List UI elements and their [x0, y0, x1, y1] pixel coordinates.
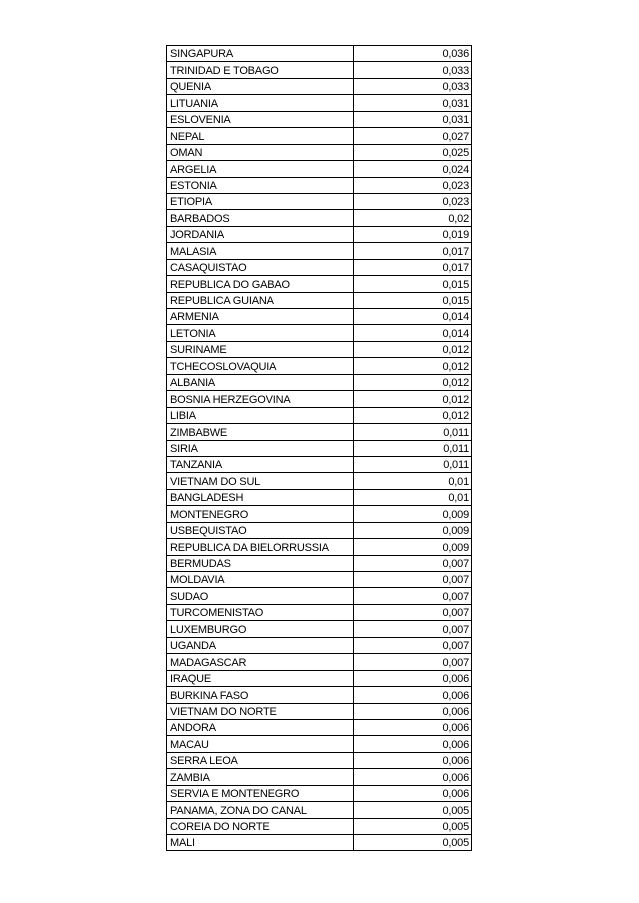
- country-name-cell: BURKINA FASO: [167, 687, 354, 703]
- value-cell: 0,027: [354, 128, 472, 144]
- table-row: [167, 670, 472, 686]
- table-row: [167, 128, 472, 144]
- country-name-cell: OMAN: [167, 144, 354, 160]
- table-row: [167, 276, 472, 292]
- value-cell: 0,031: [354, 111, 472, 127]
- country-name-cell: REPUBLICA GUIANA: [167, 292, 354, 308]
- value-cell: 0,02: [354, 210, 472, 226]
- table-row: [167, 818, 472, 834]
- country-name-cell: NEPAL: [167, 128, 354, 144]
- table-row: [167, 473, 472, 489]
- country-name-cell: SUDAO: [167, 588, 354, 604]
- table-row: [167, 46, 472, 62]
- value-cell: 0,012: [354, 391, 472, 407]
- table-row: [167, 391, 472, 407]
- value-cell: 0,023: [354, 193, 472, 209]
- value-cell: 0,006: [354, 752, 472, 768]
- table-row: [167, 358, 472, 374]
- country-name-cell: ZAMBIA: [167, 769, 354, 785]
- table-row: [167, 621, 472, 637]
- value-cell: 0,012: [354, 374, 472, 390]
- value-cell: 0,015: [354, 292, 472, 308]
- value-cell: 0,009: [354, 506, 472, 522]
- value-cell: 0,006: [354, 736, 472, 752]
- country-name-cell: JORDANIA: [167, 226, 354, 242]
- country-name-cell: TURCOMENISTAO: [167, 604, 354, 620]
- table-row: [167, 325, 472, 341]
- country-name-cell: BOSNIA HERZEGOVINA: [167, 391, 354, 407]
- value-cell: 0,006: [354, 719, 472, 735]
- value-cell: 0,005: [354, 835, 472, 851]
- value-cell: 0,014: [354, 325, 472, 341]
- value-cell: 0,006: [354, 687, 472, 703]
- table-row: [167, 78, 472, 94]
- country-name-cell: TCHECOSLOVAQUIA: [167, 358, 354, 374]
- country-name-cell: MACAU: [167, 736, 354, 752]
- value-cell: 0,036: [354, 46, 472, 62]
- table-body: [167, 46, 472, 851]
- table-row: [167, 703, 472, 719]
- country-name-cell: QUENIA: [167, 78, 354, 94]
- table-row: [167, 161, 472, 177]
- value-cell: 0,017: [354, 243, 472, 259]
- value-cell: 0,007: [354, 555, 472, 571]
- value-cell: 0,014: [354, 309, 472, 325]
- table-row: [167, 752, 472, 768]
- value-cell: 0,011: [354, 440, 472, 456]
- table-row: [167, 522, 472, 538]
- value-cell: 0,011: [354, 456, 472, 472]
- table-row: [167, 440, 472, 456]
- value-cell: 0,017: [354, 259, 472, 275]
- country-name-cell: REPUBLICA DO GABAO: [167, 276, 354, 292]
- table-row: [167, 506, 472, 522]
- value-cell: 0,01: [354, 473, 472, 489]
- value-cell: 0,007: [354, 654, 472, 670]
- value-cell: 0,025: [354, 144, 472, 160]
- value-cell: 0,005: [354, 802, 472, 818]
- value-cell: 0,005: [354, 818, 472, 834]
- table-row: [167, 588, 472, 604]
- value-cell: 0,006: [354, 769, 472, 785]
- table-row: [167, 604, 472, 620]
- country-name-cell: REPUBLICA DA BIELORRUSSIA: [167, 539, 354, 555]
- value-cell: 0,015: [354, 276, 472, 292]
- table-row: [167, 687, 472, 703]
- table-row: [167, 226, 472, 242]
- country-name-cell: LIBIA: [167, 407, 354, 423]
- value-cell: 0,01: [354, 489, 472, 505]
- value-cell: 0,012: [354, 341, 472, 357]
- country-name-cell: LUXEMBURGO: [167, 621, 354, 637]
- value-cell: 0,007: [354, 637, 472, 653]
- table-row: [167, 259, 472, 275]
- table-row: [167, 555, 472, 571]
- value-cell: 0,023: [354, 177, 472, 193]
- value-cell: 0,011: [354, 424, 472, 440]
- table-row: [167, 95, 472, 111]
- value-cell: 0,009: [354, 539, 472, 555]
- table-row: [167, 144, 472, 160]
- country-name-cell: TRINIDAD E TOBAGO: [167, 62, 354, 78]
- value-cell: 0,033: [354, 78, 472, 94]
- country-name-cell: SINGAPURA: [167, 46, 354, 62]
- country-name-cell: MALI: [167, 835, 354, 851]
- table-row: [167, 111, 472, 127]
- country-value-table: [166, 45, 472, 851]
- table-row: [167, 456, 472, 472]
- country-name-cell: MALASIA: [167, 243, 354, 259]
- value-cell: 0,012: [354, 358, 472, 374]
- value-cell: 0,024: [354, 161, 472, 177]
- value-cell: 0,006: [354, 785, 472, 801]
- value-cell: 0,006: [354, 670, 472, 686]
- table-row: [167, 719, 472, 735]
- country-name-cell: MOLDAVIA: [167, 572, 354, 588]
- country-name-cell: ESLOVENIA: [167, 111, 354, 127]
- value-cell: 0,006: [354, 703, 472, 719]
- table-row: [167, 785, 472, 801]
- country-name-cell: TANZANIA: [167, 456, 354, 472]
- table-row: [167, 572, 472, 588]
- table-row: [167, 637, 472, 653]
- country-name-cell: MONTENEGRO: [167, 506, 354, 522]
- country-name-cell: SERRA LEOA: [167, 752, 354, 768]
- country-name-cell: ANDORA: [167, 719, 354, 735]
- country-name-cell: MADAGASCAR: [167, 654, 354, 670]
- country-name-cell: USBEQUISTAO: [167, 522, 354, 538]
- table-row: [167, 407, 472, 423]
- country-name-cell: COREIA DO NORTE: [167, 818, 354, 834]
- country-name-cell: LETONIA: [167, 325, 354, 341]
- table-row: [167, 309, 472, 325]
- country-name-cell: SIRIA: [167, 440, 354, 456]
- value-cell: 0,007: [354, 572, 472, 588]
- table-row: [167, 654, 472, 670]
- table-row: [167, 292, 472, 308]
- table-row: [167, 210, 472, 226]
- country-name-cell: SURINAME: [167, 341, 354, 357]
- country-name-cell: ARGELIA: [167, 161, 354, 177]
- value-cell: 0,007: [354, 588, 472, 604]
- table-row: [167, 769, 472, 785]
- country-name-cell: LITUANIA: [167, 95, 354, 111]
- table-row: [167, 736, 472, 752]
- country-name-cell: ETIOPIA: [167, 193, 354, 209]
- country-name-cell: SERVIA E MONTENEGRO: [167, 785, 354, 801]
- country-name-cell: PANAMA, ZONA DO CANAL: [167, 802, 354, 818]
- country-name-cell: VIETNAM DO SUL: [167, 473, 354, 489]
- table-row: [167, 341, 472, 357]
- country-name-cell: ESTONIA: [167, 177, 354, 193]
- value-cell: 0,031: [354, 95, 472, 111]
- country-name-cell: ALBANIA: [167, 374, 354, 390]
- value-cell: 0,007: [354, 604, 472, 620]
- country-name-cell: CASAQUISTAO: [167, 259, 354, 275]
- table-row: [167, 193, 472, 209]
- value-cell: 0,019: [354, 226, 472, 242]
- country-name-cell: BANGLADESH: [167, 489, 354, 505]
- country-name-cell: VIETNAM DO NORTE: [167, 703, 354, 719]
- table-row: [167, 374, 472, 390]
- country-name-cell: BARBADOS: [167, 210, 354, 226]
- value-cell: 0,033: [354, 62, 472, 78]
- value-cell: 0,007: [354, 621, 472, 637]
- table-row: [167, 424, 472, 440]
- country-name-cell: BERMUDAS: [167, 555, 354, 571]
- table-row: [167, 835, 472, 851]
- country-name-cell: ARMENIA: [167, 309, 354, 325]
- table-row: [167, 802, 472, 818]
- country-name-cell: ZIMBABWE: [167, 424, 354, 440]
- value-cell: 0,009: [354, 522, 472, 538]
- country-name-cell: IRAQUE: [167, 670, 354, 686]
- country-name-cell: UGANDA: [167, 637, 354, 653]
- table-row: [167, 177, 472, 193]
- table-row: [167, 489, 472, 505]
- table-row: [167, 539, 472, 555]
- table-row: [167, 62, 472, 78]
- table-row: [167, 243, 472, 259]
- value-cell: 0,012: [354, 407, 472, 423]
